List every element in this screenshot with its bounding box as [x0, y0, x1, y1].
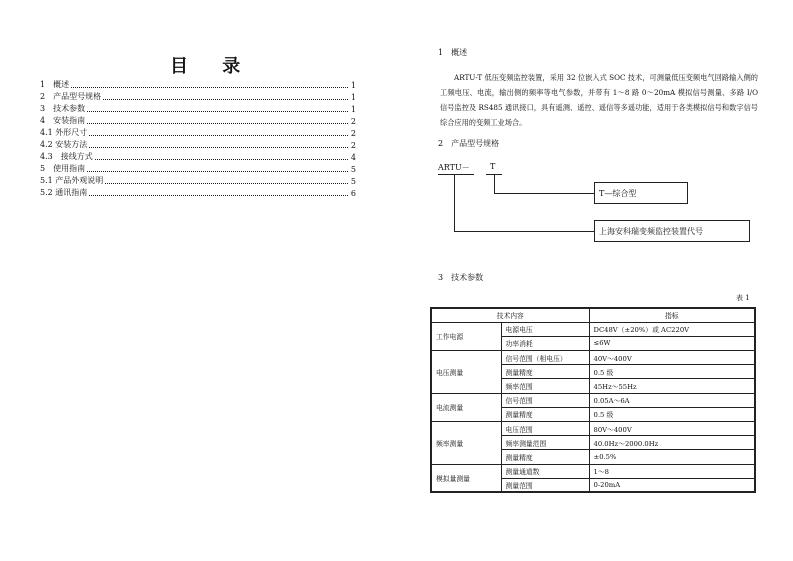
code-leader-v — [454, 174, 455, 232]
toc-entry-page: 1 — [350, 93, 356, 102]
table-caption: 表 1 — [736, 294, 750, 302]
toc-entry[interactable] — [40, 126, 356, 138]
model-diagram — [430, 162, 760, 252]
toc-leader-dots — [89, 134, 348, 136]
table-header-row — [431, 308, 755, 322]
item-cell: 测量通道数 — [501, 464, 589, 478]
toc-entry-label: 1 概述 — [40, 80, 70, 89]
table-row — [431, 393, 755, 407]
table-row — [431, 322, 755, 336]
category-cell: 频率测量 — [431, 422, 501, 465]
toc-entry-page: 1 — [350, 81, 356, 90]
value-cell: ±0.5% — [589, 450, 755, 464]
item-cell: 功率消耗 — [501, 336, 589, 350]
toc-entry-label: 4 安装指南 — [40, 116, 86, 125]
value-cell: 0.5 级 — [589, 365, 755, 379]
toc-entry-page: 2 — [350, 129, 356, 138]
value-cell: 40V～400V — [589, 351, 755, 365]
toc-leader-dots — [103, 98, 348, 100]
item-cell: 测量范围 — [501, 478, 589, 492]
toc-entry[interactable] — [40, 186, 356, 198]
toc-entry-label: 3 技术参数 — [40, 104, 86, 113]
overview-paragraph: ARTU-T 低压变频监控装置，采用 32 位嵌入式 SOC 技术，可测量低压变频电气回路输入侧的工频电压、电流，输出侧的频率等电气参数，并带有 1～8 路 0～20mA 模拟信号测量、多路 I/O 信号监控及 RS485 通讯接口，具有遥测、遥控、遥信等多遥功能，适用于各类模拟信号和数字信号综合应用的变频工业场合。 — [440, 73, 758, 127]
toc-entry-label: 2 产品型号规格 — [40, 92, 102, 101]
toc-title: 目 录 — [170, 56, 255, 77]
toc-leader-dots — [87, 122, 348, 124]
toc-entry[interactable] — [40, 138, 356, 150]
value-cell: ≤6W — [589, 336, 755, 350]
toc-entry-page: 5 — [350, 165, 356, 174]
value-cell: 45Hz～55Hz — [589, 379, 755, 393]
toc-entry-page: 5 — [350, 177, 356, 186]
item-cell: 频率测量范围 — [501, 436, 589, 450]
toc-entry[interactable] — [40, 78, 356, 90]
table-row — [431, 422, 755, 436]
category-cell: 模拟量测量 — [431, 464, 501, 492]
toc-leader-dots — [95, 158, 348, 160]
toc-leader-dots — [87, 110, 348, 112]
model-code: ARTU－ — [438, 163, 470, 172]
toc-leader-dots — [87, 170, 348, 172]
suffix-leader-h — [494, 193, 594, 194]
table-row — [431, 464, 755, 478]
toc-list — [40, 78, 356, 198]
value-cell: 1～8 — [589, 464, 755, 478]
toc-entry-page: 2 — [350, 141, 356, 150]
header-cell: 指标 — [589, 308, 755, 322]
value-cell: 0-20mA — [589, 478, 755, 492]
toc-entry-label: 4.3 接线方式 — [40, 152, 93, 161]
toc-entry-label: 4.1 外形尺寸 — [40, 128, 88, 137]
toc-entry[interactable] — [40, 90, 356, 102]
item-cell: 测量精度 — [501, 365, 589, 379]
value-cell: 40.0Hz～2000.0Hz — [589, 436, 755, 450]
item-cell: 信号范围 — [501, 393, 589, 407]
toc-entry[interactable] — [40, 102, 356, 114]
type-box: T—综合型 — [594, 182, 688, 204]
toc-leader-dots — [71, 86, 348, 88]
suffix-leader-v — [494, 174, 495, 194]
code-underline — [438, 174, 474, 175]
toc-entry-page: 1 — [350, 105, 356, 114]
toc-entry[interactable] — [40, 162, 356, 174]
toc-entry[interactable] — [40, 150, 356, 162]
code-leader-h — [454, 231, 594, 232]
toc-leader-dots — [89, 146, 348, 148]
item-cell: 频率范围 — [501, 379, 589, 393]
category-cell: 电压测量 — [431, 351, 501, 394]
toc-leader-dots — [89, 194, 348, 196]
toc-entry-label: 4.2 安装方法 — [40, 140, 88, 149]
table-row — [431, 351, 755, 365]
overview-heading: 1 概述 — [438, 48, 468, 57]
model-suffix: T — [490, 162, 496, 171]
toc-leader-dots — [105, 182, 348, 184]
tech-heading: 3 技术参数 — [438, 273, 484, 282]
value-cell: DC48V（±20%）或 AC220V — [589, 322, 755, 336]
item-cell: 信号范围（相电压） — [501, 351, 589, 365]
toc-entry-label: 5.1 产品外观说明 — [40, 176, 104, 185]
model-heading: 2 产品型号规格 — [438, 139, 500, 148]
item-cell: 电压范围 — [501, 422, 589, 436]
code-box: 上海安科瑞变频监控装置代号 — [594, 220, 750, 242]
category-cell: 工作电源 — [431, 322, 501, 350]
toc-entry-label: 5.2 通讯指南 — [40, 188, 88, 197]
toc-entry-page: 4 — [350, 153, 356, 162]
category-cell: 电流测量 — [431, 393, 501, 421]
item-cell: 测量精度 — [501, 450, 589, 464]
item-cell: 测量精度 — [501, 407, 589, 421]
toc-entry-label: 5 使用指南 — [40, 164, 86, 173]
value-cell: 0.5 级 — [589, 407, 755, 421]
value-cell: 0.05A～6A — [589, 393, 755, 407]
toc-entry-page: 2 — [350, 117, 356, 126]
spec-table — [430, 307, 756, 493]
toc-entry[interactable] — [40, 174, 356, 186]
header-cell: 技术内容 — [431, 308, 589, 322]
toc-entry[interactable] — [40, 114, 356, 126]
toc-entry-page: 6 — [350, 189, 356, 198]
item-cell: 电源电压 — [501, 322, 589, 336]
value-cell: 80V～400V — [589, 422, 755, 436]
